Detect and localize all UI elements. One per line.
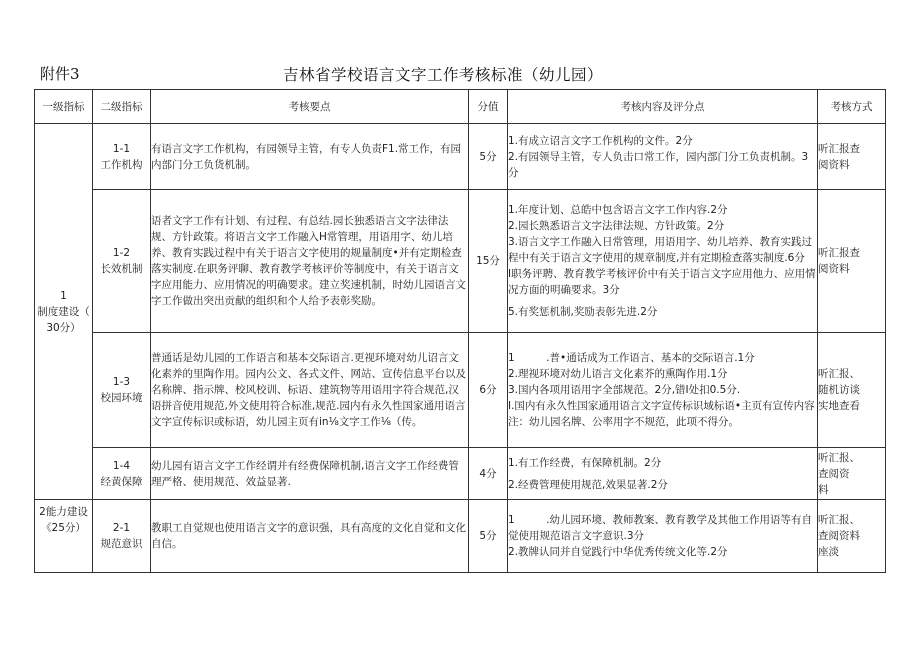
column-header: 分值 (469, 90, 508, 124)
method-line: 随机访谈 (818, 384, 860, 396)
table-row (35, 500, 886, 573)
indicator-name: 规范意识 (100, 538, 143, 550)
criteria-item: 1.有工作经费，有保障机制。2分 (508, 456, 662, 469)
method-cell (818, 448, 886, 500)
criteria-item: I.国内有永久性国家通用语言文字宣传标识域标语•主页有宣传内容 (508, 400, 815, 412)
method-cell (818, 190, 886, 333)
score-cell: 4分 (469, 448, 508, 500)
method-line: 听汇报查 (818, 247, 860, 259)
indicator-name: 长效机制 (100, 263, 143, 275)
method-line: 听汇报查 (818, 142, 860, 155)
criteria-cell (508, 448, 818, 500)
criteria-cell (508, 190, 818, 333)
column-header: 二级指标 (93, 90, 151, 124)
table-row (35, 124, 886, 190)
method-cell (818, 333, 886, 448)
criteria-item: I职务评聘、教育教学考核评价中有关于语言文字应用他力、应用情况方面的明确要求。3分 (508, 268, 816, 296)
criteria-note: 注：幼儿园名牌、公率用字不规范，此项不得分。 (508, 416, 739, 428)
method-line: 座淡 (818, 546, 839, 558)
score-cell: 5分 (469, 500, 508, 573)
method-line: 料 (818, 483, 829, 496)
score-cell: 5分 (469, 124, 508, 190)
key-points-cell: 幼儿园有语言文字工作经谓并有经费保障机制,语言文字工作经费管理严格、使用规范、效益显著. (151, 448, 469, 500)
indicator-code: 1-3 (112, 376, 131, 388)
document-title: 吉林省学校语言文字工作考核标准（幼儿园） (283, 66, 604, 84)
method-line: 听汇报、 (818, 514, 860, 526)
column-header: 一级指标 (35, 90, 93, 124)
column-header: 考核要点 (151, 90, 469, 124)
method-cell (818, 124, 886, 190)
score-cell: 15分 (469, 190, 508, 333)
criteria-item: 1.年度计划、总皓中包含语言文字工作内容.2分 (508, 204, 728, 216)
group-label: 30分） (46, 321, 81, 334)
key-points-cell: 有语言文字工作机构，有园领导主管，有专人负责F1.常工作，有园内部门分工负货机制。 (151, 124, 469, 190)
annex-label: 附件3 (40, 65, 80, 83)
group-label: 《25分） (41, 522, 86, 534)
criteria-item: 1 .幼儿园环境、教师教案、教育教学及其他工作用语等有自觉使用规范语言文字意识.3分 (508, 514, 813, 542)
score-cell: 6分 (469, 333, 508, 448)
assessment-table (34, 89, 886, 573)
indicator-cell (93, 190, 151, 333)
criteria-item: 2.园长熟悉语言文字法律法规、方针政策。2分 (508, 220, 725, 232)
criteria-item: 2.经费管理使用规范,效果显著.2分 (508, 478, 668, 491)
criteria-item: 2.有园领导主管，专人负击口常工作，园内部门分工负责机制。3分 (508, 150, 809, 179)
criteria-item: 3.语言文字工作融入日常管理，用语用字、幼儿培养、教育实践过程中有关于语言文字使用的规章制度,并有定期检查落实制度.6分 (508, 236, 813, 264)
key-points-cell: 普通话是幼儿园的工作语言和基本交际语言.更视环境对幼儿诏言文化素养的里陶作用。园内公文、各式文件、网站、宣传信息平台以及名称牌、指示牌、校风校训、标语、建筑物等用语用字符合规范,汉语拼音使用规范,外文使用符合标准,规范.园内有永久性国家通用语言文字宣传标识或标语，幼儿园主页有in⅛文字工作⅛（传。 (151, 333, 469, 448)
method-line: 阅资料 (818, 263, 850, 275)
table-row (35, 448, 886, 500)
criteria-cell (508, 500, 818, 573)
criteria-cell (508, 333, 818, 448)
table-header-row (35, 90, 886, 124)
indicator-name: 工作机构 (100, 158, 143, 171)
group-cell-capacity (35, 500, 93, 573)
indicator-cell (93, 124, 151, 190)
column-header: 考核方式 (818, 90, 886, 124)
key-points-cell: 教职工自觉规也使用语言文字的意识强，具有高度的文化自觉和文化自信。 (151, 500, 469, 573)
method-line: 听汇报、 (818, 451, 860, 464)
method-cell (818, 500, 886, 573)
indicator-code: 2-1 (112, 522, 131, 534)
indicator-cell (93, 333, 151, 448)
criteria-item: 3.国内各项用语用字全部规范。2分,错I处扣0.5分. (508, 384, 741, 396)
indicator-cell (93, 448, 151, 500)
method-line: 查阅资料 (818, 530, 860, 542)
table-row (35, 190, 886, 333)
criteria-item: 2.教牌认同并自觉践行中华优秀传统文化等.2分 (508, 546, 728, 558)
indicator-code: 1-4 (112, 459, 131, 472)
indicator-code: 1-1 (112, 142, 131, 155)
criteria-item: 1.有成立诏言文字工作机构的文件。2分 (508, 134, 693, 147)
indicator-name: 校园环境 (100, 392, 143, 404)
table-row (35, 333, 886, 448)
column-header: 考核内容及评分点 (508, 90, 818, 124)
key-points-cell: 语者文字工作有计划、有过程、有总结.园长独悉语言文字法律法规、方针政策。将语言文字工作融入H常管理，用语用字、幼儿培养、教育实践过程中有关于语言文字使用的规量制度•并有定期检查落实制度.在职务评聊、教育教学考核评价等制度中，有关于语言文字应用能力、应用情况的明确要求。建立奖速机制，时幼儿园语言文字工作做出突出贡献的组织和个人给予表彰奖励。 (151, 190, 469, 333)
group-label: 制度建设（ (37, 305, 90, 318)
group-label: 1 (60, 289, 67, 302)
indicator-name: 经黄保障 (100, 475, 143, 488)
group-label: 2能力建设 (39, 506, 88, 518)
method-line: 听汇报、 (818, 368, 860, 380)
criteria-item: 1 .普•通话成为工作语言、基本的交际语言.1分 (508, 352, 755, 364)
method-line: 实地查看 (818, 400, 860, 412)
indicator-cell (93, 500, 151, 573)
method-line: 阅资料 (818, 158, 850, 171)
group-cell-institution (35, 124, 93, 500)
method-line: 查阅资 (818, 467, 850, 480)
criteria-item: 2.理视环境对幼儿语言文化素芥的熏陶作用.1分 (508, 368, 728, 380)
indicator-code: 1-2 (112, 247, 131, 259)
criteria-cell (508, 124, 818, 190)
criteria-item: 5.有奖惩机制,奖励表彰先进.2分 (508, 306, 658, 318)
